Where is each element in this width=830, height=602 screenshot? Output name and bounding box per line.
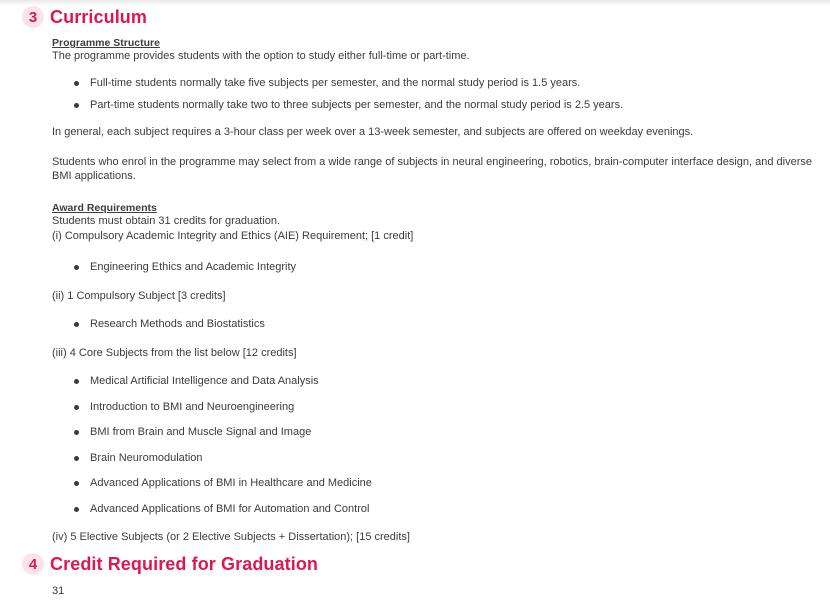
list-item: Medical Artificial Intelligence and Data Analysis [74, 374, 319, 388]
list-item: BMI from Brain and Muscle Signal and Image [74, 425, 311, 439]
requirement-heading: (i) Compulsory Academic Integrity and Ethics (AIE) Requirement; [1 credit] [52, 230, 414, 242]
section-title: Curriculum [50, 6, 148, 27]
section-title: Credit Required for Graduation [50, 553, 319, 574]
requirement-heading: (iii) 4 Core Subjects from the list below [12 credits] [52, 347, 297, 359]
programme-structure-heading: Programme Structure [52, 37, 160, 49]
list-item: Part-time students normally take two to three subjects per semester, and the normal study period is 2.5 years. [74, 98, 623, 112]
list-item: Introduction to BMI and Neuroengineering [74, 400, 294, 414]
credit-value: 31 [52, 585, 65, 597]
list-item: Brain Neuromodulation [74, 451, 203, 465]
paragraph: In general, each subject requires a 3-hour class per week over a 13-week semester, and subjects are offered on weekday evenings. [52, 126, 694, 138]
requirement-heading: (iv) 5 Elective Subjects (or 2 Elective Subjects + Dissertation); [15 credits] [52, 531, 410, 543]
paragraph: Students who enrol in the programme may select from a wide range of subjects in neural engineering, robotics, brain-computer interface design, and diverse BMI applications. [52, 156, 813, 182]
list-item: Full-time students normally take five subjects per semester, and the normal study period is 1.5 years. [74, 76, 580, 90]
section-4-header [22, 553, 318, 575]
programme-intro: The programme provides students with the option to study either full-time or part-time. [52, 50, 470, 62]
list-item: Engineering Ethics and Academic Integrity [74, 260, 296, 274]
list-item: Research Methods and Biostatistics [74, 317, 265, 331]
requirement-heading: (ii) 1 Compulsory Subject [3 credits] [52, 290, 226, 302]
section-number-badge: 3 [22, 6, 44, 28]
list-item: Advanced Applications of BMI for Automation and Control [74, 502, 369, 516]
award-requirements-heading: Award Requirements [52, 202, 157, 214]
section-number-badge: 4 [22, 553, 44, 575]
award-line: Students must obtain 31 credits for graduation. [52, 215, 281, 227]
list-item: Advanced Applications of BMI in Healthcare and Medicine [74, 476, 372, 490]
section-3-header [22, 6, 147, 28]
